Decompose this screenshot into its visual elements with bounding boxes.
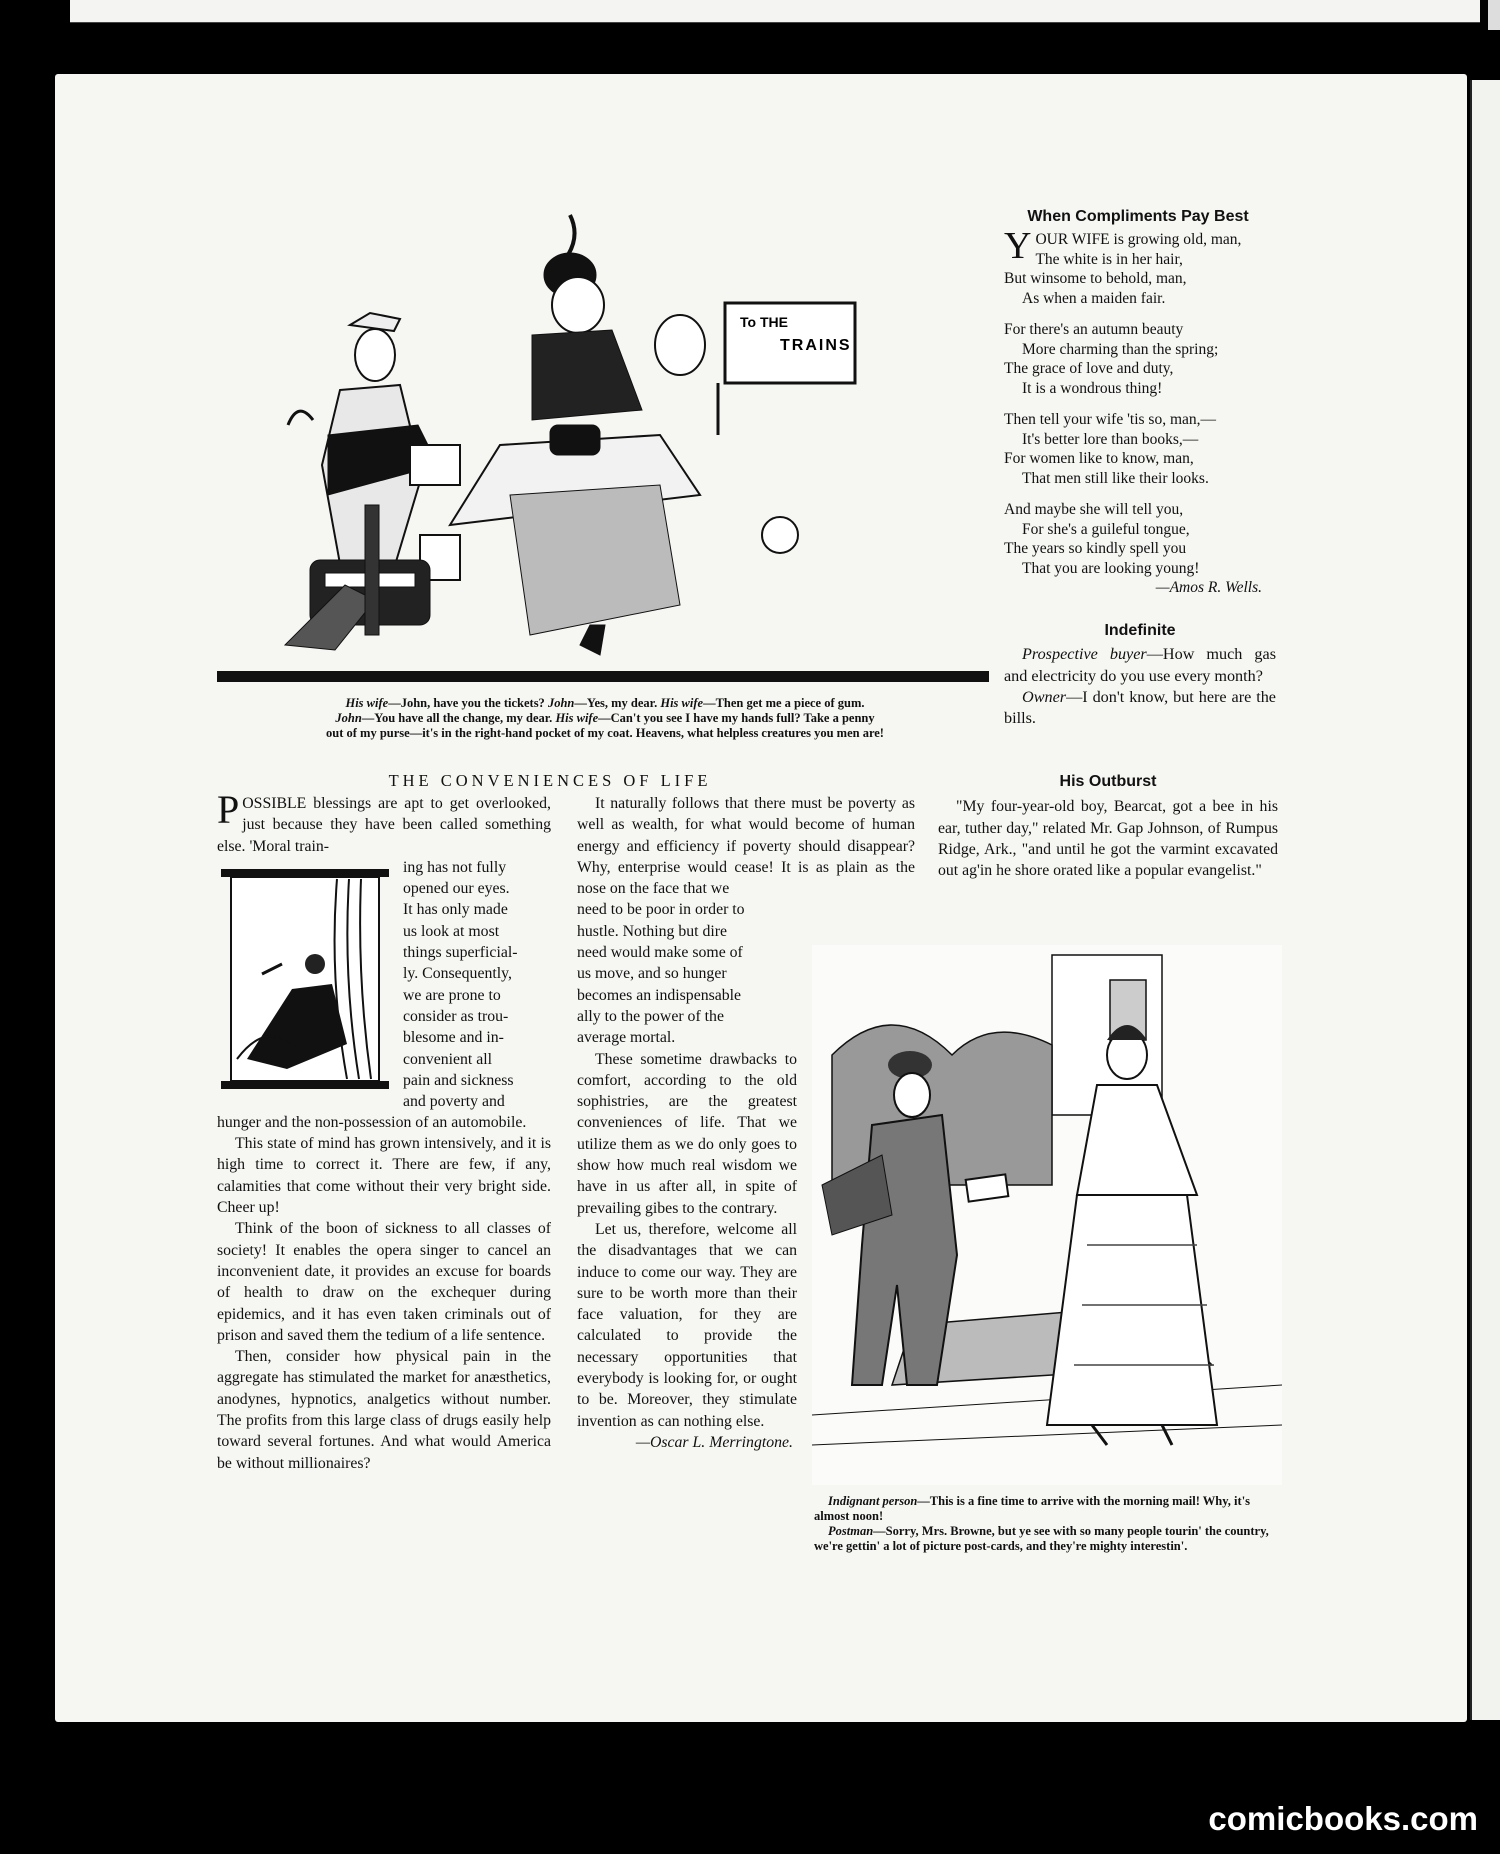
page-corner xyxy=(1488,0,1500,30)
previous-page-edge xyxy=(70,0,1480,23)
poem-line: For there's an autumn beauty xyxy=(1004,321,1184,338)
poem-title: When Compliments Pay Best xyxy=(1027,208,1249,225)
caption-line: John—You have all the change, my dear. His wife—Can't you see I have my hands full? Take a penny xyxy=(335,711,875,725)
cartoon-ground-rule xyxy=(217,671,989,682)
article-title: THE CONVENIENCES OF LIFE xyxy=(388,771,712,790)
poem-line: But winsome to behold, man, xyxy=(1004,270,1187,287)
article-paragraph: Then, consider how physical pain in the aggregate has stimulated the market for anæsthetics, anodynes, hypnotics, analgetics without number. The profits from this large class of drugs easily help toward several fortunes. And what would America be without millionaires? xyxy=(217,1348,551,1472)
poem-signature: —Amos R. Wells. xyxy=(1155,579,1262,596)
article-text: hunger and the non-possession of an automobile. xyxy=(217,1113,527,1131)
indefinite-line2: Owner—I don't know, but here are the bills. xyxy=(1004,687,1276,728)
caption-line: out of my purse—it's in the right-hand pocket of my coat. Heavens, what helpless creatures you men are! xyxy=(326,726,884,740)
poem-line: For women like to know, man, xyxy=(1004,450,1194,467)
trains-sign xyxy=(718,303,855,435)
top-cartoon-illustration xyxy=(270,205,910,670)
poem-line: More charming than the spring; xyxy=(1022,340,1219,358)
article-signature: —Oscar L. Merringtone. xyxy=(635,1433,793,1451)
artist-monogram xyxy=(762,517,798,553)
poem-stanza xyxy=(1004,225,1272,308)
poem-line: That men still like their looks. xyxy=(1022,469,1209,487)
site-watermark: comicbooks.com xyxy=(1208,1800,1478,1837)
poem-line: That you are looking young! xyxy=(1022,559,1200,577)
poem-line: OUR WIFE is growing old, man, xyxy=(1035,231,1242,248)
poem-stanza xyxy=(1004,320,1272,398)
article-paragraph: It naturally follows that there must be poverty as well as wealth, for what would become of human energy and efficiency if poverty should disappear? Why, enterprise would cease! It is as plain as the nose on the face that we xyxy=(577,795,915,898)
poem-line: Then tell your wife 'tis so, man,— xyxy=(1004,411,1217,428)
caption-line1: Indignant person—This is a fine time to arrive with the morning mail! Why, it's almost noon! xyxy=(814,1494,1251,1523)
caption-line: His wife—John, have you the tickets? John—Yes, my dear. His wife—Then get me a piece of gum. xyxy=(345,696,865,710)
poem-line: It is a wondrous thing! xyxy=(1022,379,1163,397)
poem-line: The years so kindly spell you xyxy=(1004,540,1187,557)
next-page-edge xyxy=(1470,80,1500,1720)
col2-narrow-text: need to be poor in order to hustle. Nothing but dire need would make some of us move, and so hunger becomes an indispensable ally to the power of the average mortal. These sometime drawbacks to comfort, according to the old sophistries, are the greatest conveniences of life. That we utilize them as we do only goes to show how much real wisdom we have in us after all, in spite of prevailing gibes to the contrary. Let us, therefore, welcome all the disadvantages that we can induce to come our way. They are sure to be worth more than their face valuation, for they are calculated to provide the necessary opportunities that everybody is looking for, or ought to be. Moreover, they stimulate invention as can nothing else. —Oscar L. Merringtone. xyxy=(577,899,797,1453)
poem-line: And maybe she will tell you, xyxy=(1004,501,1184,518)
caption-line2: Postman—Sorry, Mrs. Browne, but ye see with so many people tourin' the country, we're gettin' a lot of picture post-cards, and they're mighty interestin'. xyxy=(814,1524,1269,1553)
postman-cartoon-caption xyxy=(814,1494,1276,1554)
postman-cartoon-illustration xyxy=(812,945,1282,1485)
poem-block xyxy=(1004,208,1272,598)
poem-line: The white is in her hair, xyxy=(1035,250,1183,268)
poem-stanza xyxy=(1004,410,1272,488)
wife-figure xyxy=(450,215,705,655)
article-column-1 xyxy=(217,787,551,1474)
indefinite-line1: Prospective buyer—How much gas and electricity do you use every month? xyxy=(1004,645,1277,685)
col1-narrow-text: ing has not fully opened our eyes. It has only made us look at most things superficial- ly. Consequently, we are prone to consider as trou- blesome and in- convenient all pain and sickness and poverty and xyxy=(403,858,518,1111)
outburst-title: His Outburst xyxy=(1059,773,1157,790)
article-paragraph: This state of mind has grown intensively, and it is high time to correct it. There are few, if any, calamities that come without their very bright side. Cheer up! xyxy=(217,1135,551,1217)
outburst-text: "My four-year-old boy, Bearcat, got a bee in his ear, tuther day," related Mr. Gap Johnson, of Rumpus Ridge, Ark., "and until he got the varmint excavated out ag'in he shore orated like a popular evangelist." xyxy=(938,798,1278,880)
poem-stanza xyxy=(1004,500,1272,578)
poem-line: The grace of love and duty, xyxy=(1004,360,1174,377)
sign-line2: TRAINS xyxy=(780,337,852,354)
article-paragraph: Let us, therefore, welcome all the disadvantages that we can induce to come our way. They are sure to be worth more than their face valuation, for they are calculated to provide the necessary opportunities that everybody is looking for, or ought to be. Moreover, they stimulate invention as can nothing else. xyxy=(577,1220,797,1430)
article-paragraph: Think of the boon of sickness to all classes of society! It enables the opera singer to cancel an inconvenient date, it provides an excuse for boards of health to draw on the exchequer during epidemics, and it has even taken criminals out of prison and saved them the tedium of a life sentence. xyxy=(217,1220,551,1344)
woman-seated-illustration xyxy=(217,869,393,1089)
outburst-block xyxy=(938,771,1278,881)
article-paragraph: These sometime drawbacks to comfort, according to the old sophistries, are the greatest conveniences of life. That we utilize them as we do only goes to show how much real wisdom we have in us after all, in spite of prevailing gibes to the contrary. xyxy=(577,1050,797,1217)
poem-line: As when a maiden fair. xyxy=(1022,289,1166,307)
john-figure xyxy=(285,313,460,650)
drop-cap: Y xyxy=(1004,225,1032,267)
indefinite-block xyxy=(1004,620,1276,729)
sign-line1: To THE xyxy=(740,314,788,330)
drop-cap: P xyxy=(217,787,240,832)
poem-line: For she's a guileful tongue, xyxy=(1022,520,1190,538)
top-cartoon-caption xyxy=(210,696,1000,741)
indefinite-title: Indefinite xyxy=(1104,622,1176,639)
article-opening: POSSIBLE blessings are apt to get overlooked, just because they have been called something else. 'Moral train- xyxy=(217,787,551,855)
poem-line: It's better lore than books,— xyxy=(1022,430,1199,448)
